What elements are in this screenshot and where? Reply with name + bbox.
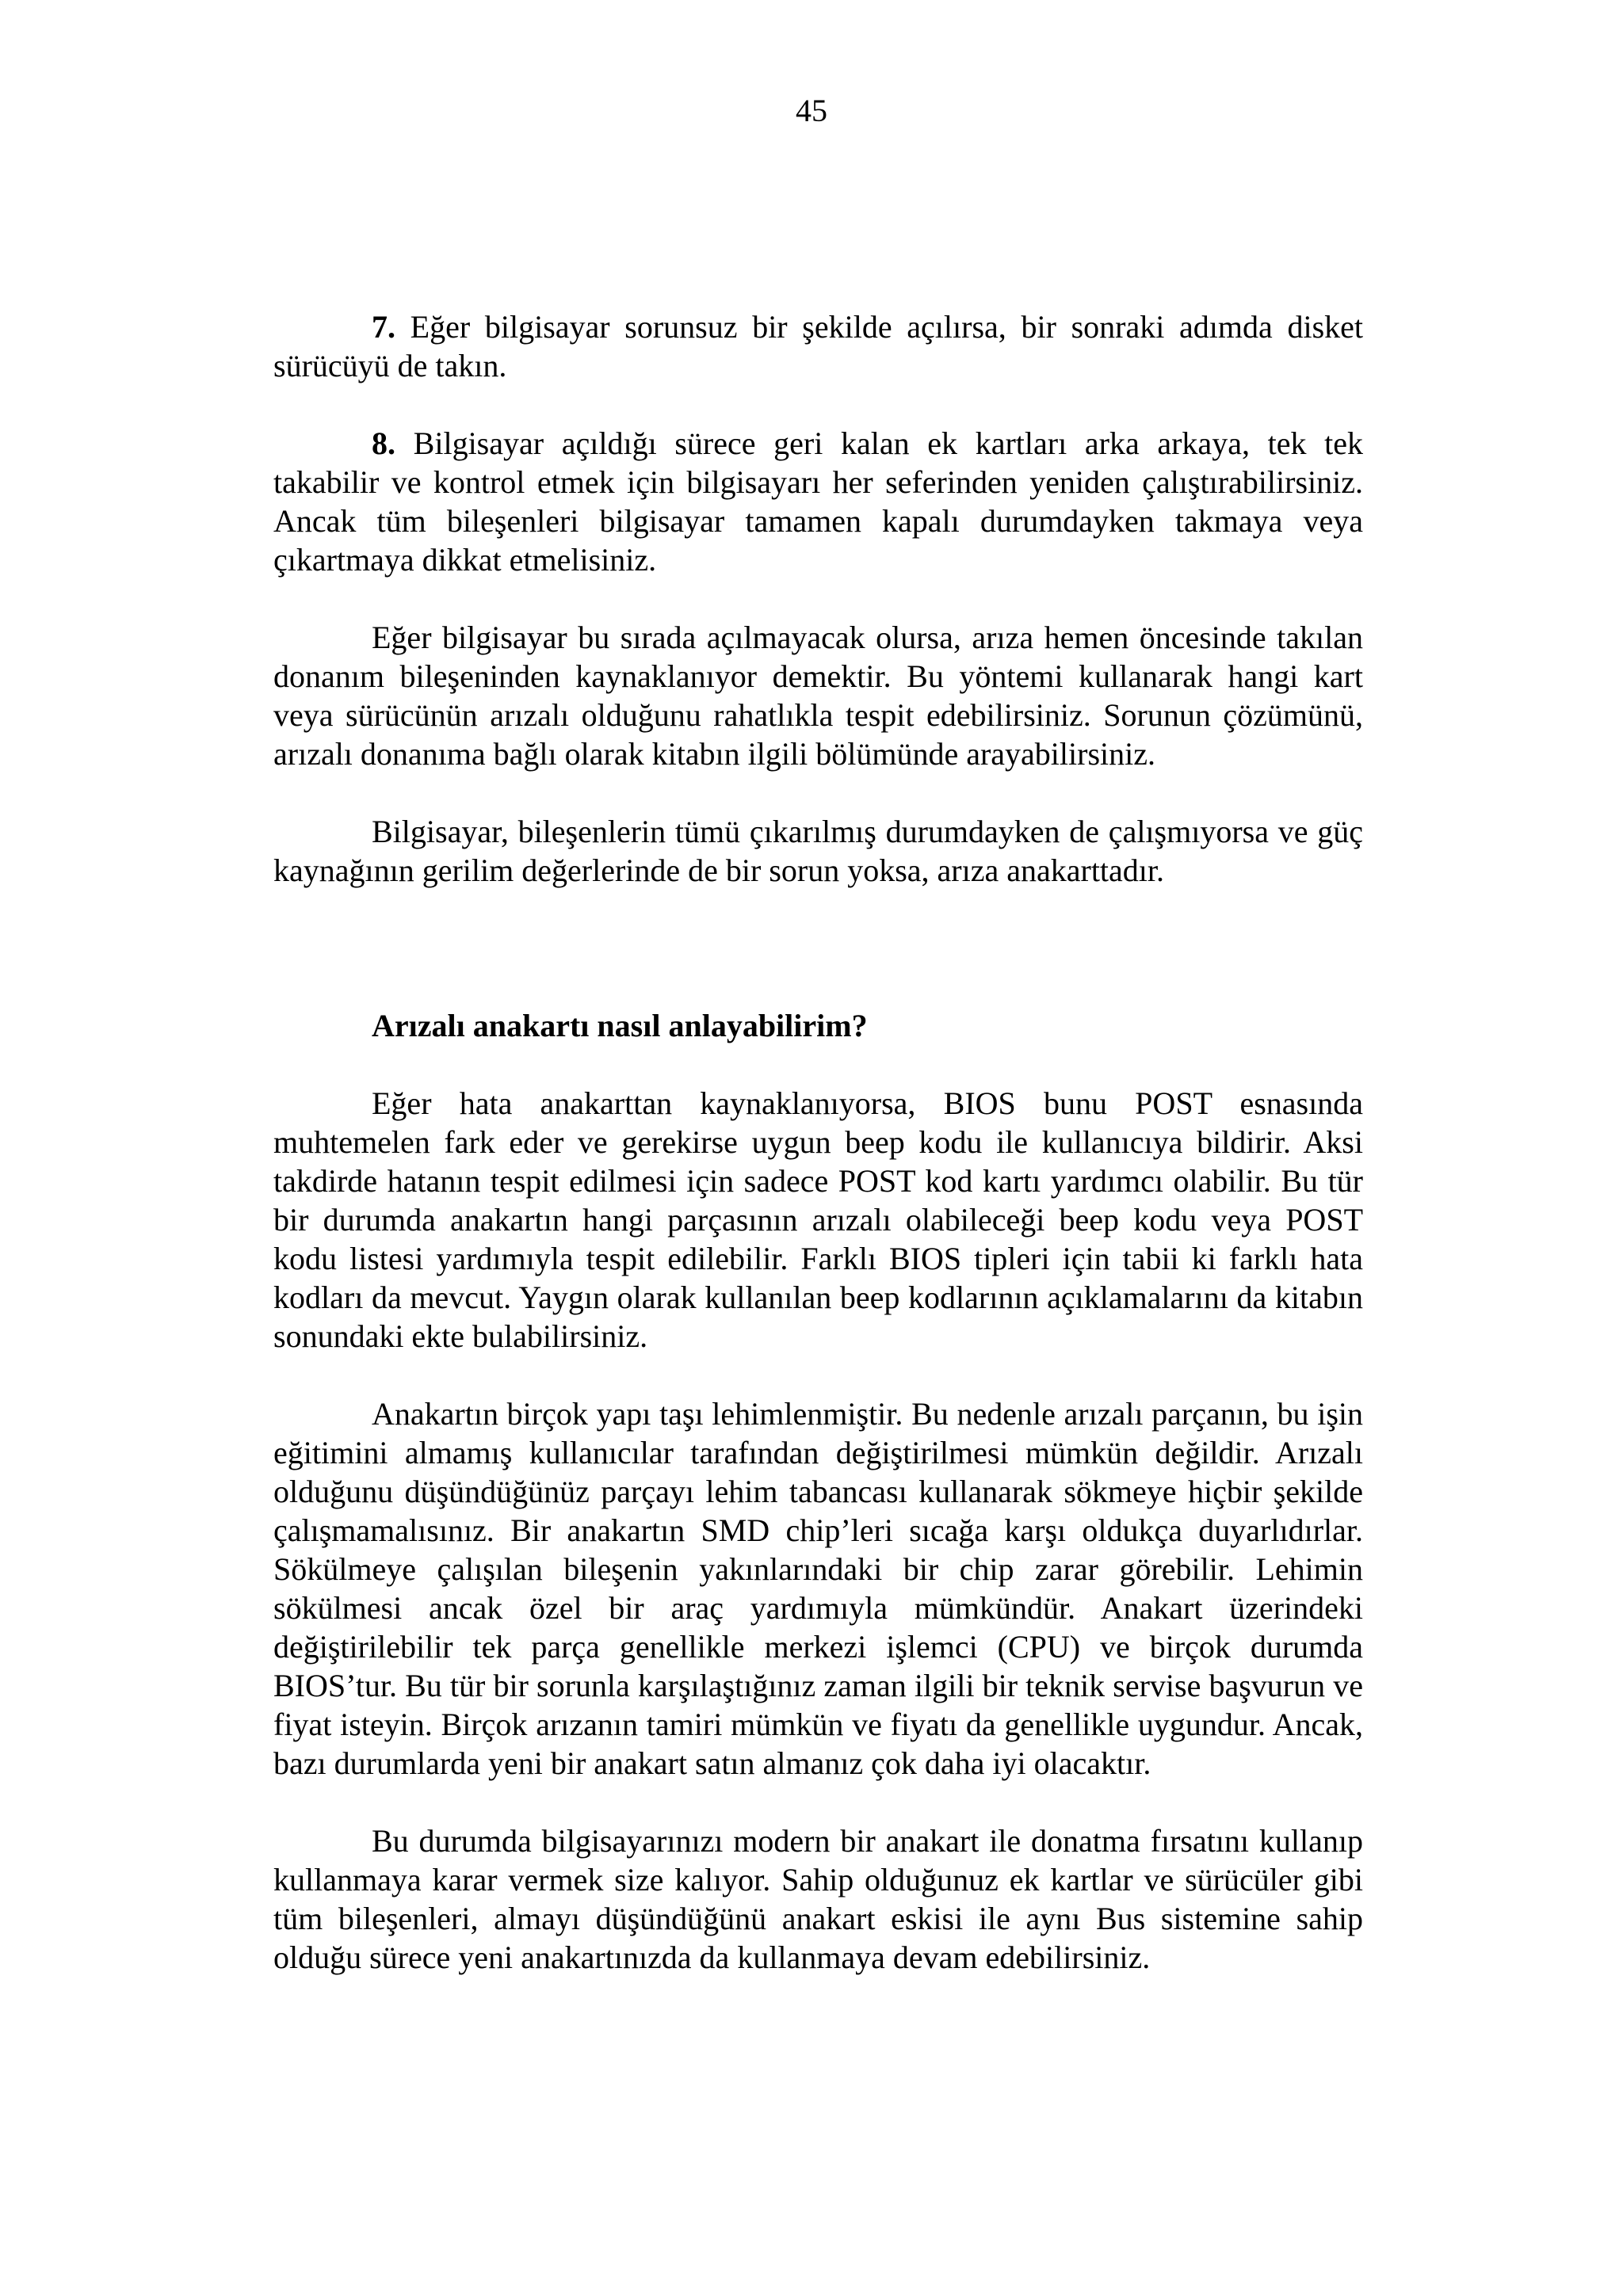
document-body (273, 307, 1363, 1977)
paragraph-text: Eğer bilgisayar sorunsuz bir şekilde açılırsa, bir sonraki adımda disket sürücüyü de takın. (273, 309, 1363, 383)
section-heading: Arızalı anakartı nasıl anlayabilirim? (372, 1008, 868, 1043)
paragraph-bios-post (273, 1084, 1363, 1356)
paragraph-text: Anakartın birçok yapı taşı lehimlenmiştir. Bu nedenle arızalı parçanın, bu işin eğitimini almamış kullanıcılar tarafından değiştirilmesi mümkün değildir. Arızalı olduğunu düşündüğünüz parçayı lehim tabancası kullanarak sökmeye hiçbir şekilde çalışmamalısınız. Bir anakartın SMD chip’leri sıcağa karşı oldukça duyarlıdırlar. Sökülmeye çalışılan bileşenin yakınlarındaki bir chip zarar görebilir. Lehimin sökülmesi ancak özel bir araç yardımıyla mümkündür. Anakart üzerindeki değiştirilebilir tek parça genellikle merkezi işlemci (CPU) ve birçok durumda BIOS’tur. Bu tür bir sorunla karşılaştığınız zaman ilgili bir teknik servise başvurun ve fiyat isteyin. Birçok arızanın tamiri mümkün ve fiyatı da genellikle uygundur. Ancak, bazı durumlarda yeni bir anakart satın almanız çok daha iyi olacaktır. (273, 1396, 1363, 1781)
paragraph-text: Bu durumda bilgisayarınızı modern bir anakart ile donatma fırsatını kullanıp kullanmaya karar vermek size kalıyor. Sahip olduğunuz ek kartlar ve sürücüler gibi tüm bileşenleri, almayı düşündüğünü anakart eskisi ile aynı Bus sistemine sahip olduğu sürece yeni anakartınızda da kullanmaya devam edebilirsiniz. (273, 1823, 1363, 1975)
page-number: 45 (796, 93, 827, 128)
paragraph-motherboard-conclusion (273, 812, 1363, 890)
paragraph-text: Bilgisayar açıldığı sürece geri kalan ek kartları arka arkaya, tek tek takabilir ve kontrol etmek için bilgisayarı her seferinden yeniden çalıştırabilirsiniz. Ancak tüm bileşenleri bilgisayar tamamen kapalı durumdayken takmaya veya çıkartmaya dikkat etmelisiniz. (273, 425, 1363, 578)
paragraph-text: Eğer hata anakarttan kaynaklanıyorsa, BIOS bunu POST esnasında muhtemelen fark eder ve gerekirse uygun beep kodu ile kullanıcıya bildirir. Aksi takdirde hatanın tespit edilmesi için sadece POST kod kartı yardımcı olabilir. Bu tür bir durumda anakartın hangi parçasının arızalı olabileceği beep kodu veya POST kodu listesi yardımıyla tespit edilebilir. Farklı BIOS tipleri için tabii ki farklı hata kodları da mevcut. Yaygın olarak kullanılan beep kodlarının açıklamalarını da kitabın sonundaki ekte bulabilirsiniz. (273, 1085, 1363, 1354)
step-number: 7. (372, 309, 395, 345)
paragraph-failure-note (273, 618, 1363, 773)
paragraph-text: Bilgisayar, bileşenlerin tümü çıkarılmış durumdayken de çalışmıyorsa ve güç kaynağının gerilim değerlerinde de bir sorun yoksa, arıza anakarttadır. (273, 814, 1363, 888)
paragraph-soldering (273, 1394, 1363, 1783)
step-number: 8. (372, 425, 395, 461)
paragraph-step-7 (273, 307, 1363, 385)
paragraph-upgrade (273, 1821, 1363, 1977)
section-gap (273, 890, 1363, 967)
paragraph-text: Eğer bilgisayar bu sırada açılmayacak olursa, arıza hemen öncesinde takılan donanım bileşeninden kaynaklanıyor demektir. Bu yöntemi kullanarak hangi kart veya sürücünün arızalı olduğunu rahatlıkla tespit edebilirsiniz. Sorunun çözümünü, arızalı donanıma bağlı olarak kitabın ilgili bölümünde arayabilirsiniz. (273, 620, 1363, 772)
paragraph-step-8 (273, 424, 1363, 579)
